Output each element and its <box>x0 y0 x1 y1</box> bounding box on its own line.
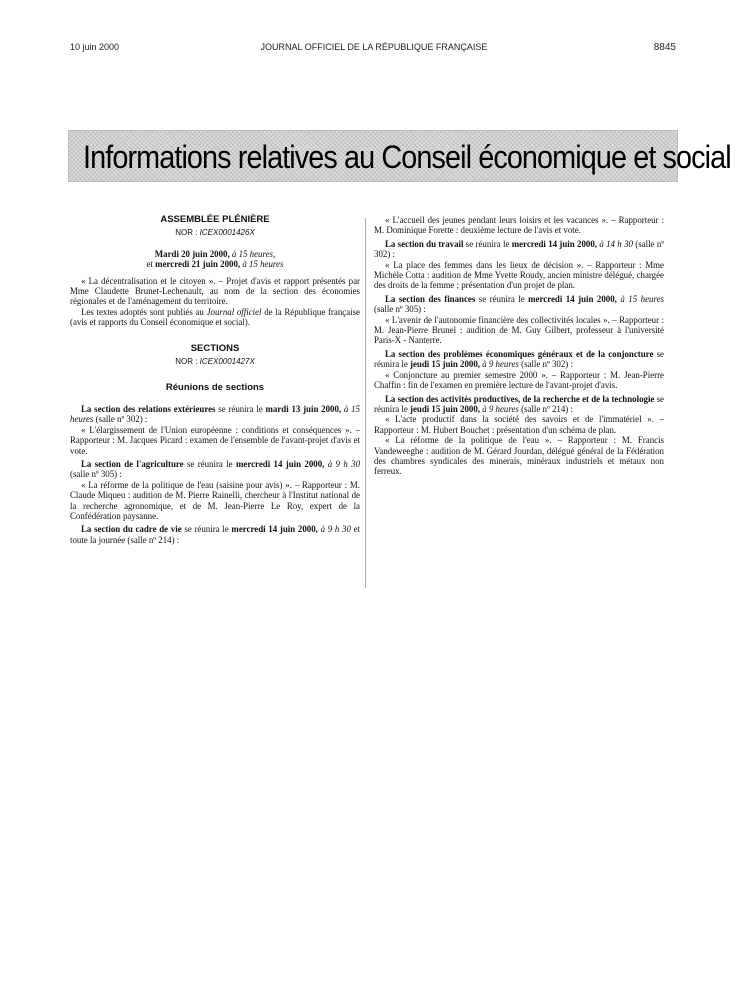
header-journal-title: JOURNAL OFFICIEL DE LA RÉPUBLIQUE FRANÇAISE <box>260 42 488 52</box>
section-problemes-economiques-text: « Conjoncture au premier semestre 2000 ». – Rapporteur : M. Jean-Pierre Chaffin : fin de l'examen en première lecture de l'avant-projet d'avis. <box>374 369 664 391</box>
section-finances-text: « L'avenir de l'autonomie financière des collectivités locales ». – Rapporteur : M. Jean-Pierre Brunel : audition de M. Guy Gilbert, professeur à l'université Paris-X - Nanterre. <box>374 314 664 346</box>
section-activites-productives-text-1: « L'acte productif dans la société des savoirs et de l'immatériel ». – Rapporteur : M. Hubert Bouchet : présentation d'un schéma de plan. <box>374 414 664 435</box>
section-agriculture-text: « La réforme de la politique de l'eau (saisine pour avis) ». – Rapporteur : M. Claude Miqueu : audition de M. Pierre Rainelli, chercheur à l'Institut national de la recherche agronomique, et de M. Jean-Pierre Le Roy, expert de la Confédération paysanne. <box>70 479 360 521</box>
section-problemes-economiques: La section des problèmes économiques généraux et de la conjoncture se réunira le jeudi 15 juin 2000, à 9 heures (salle nº 302) : <box>374 348 664 370</box>
publication-note: Les textes adoptés sont publiés au Journal officiel de la République française (avis et rapports du Conseil économique et social). <box>70 306 360 328</box>
left-column <box>70 215 360 545</box>
section-relations-exterieures-text: « L'élargissement de l'Union européenne : conditions et conséquences ». – Rapporteur : M. Jacques Picard : examen de l'ensemble de l'avant-projet d'avis et vote. <box>70 424 360 456</box>
section-finances: La section des finances se réunira le mercredi 14 juin 2000, à 15 heures (salle nº 305) : <box>374 293 664 315</box>
title-banner <box>68 130 731 182</box>
right-column <box>374 215 664 477</box>
section-relations-exterieures: La section des relations extérieures se réunira le mardi 13 juin 2000, à 15 heures (salle nº 302) : <box>70 403 360 425</box>
nor-reference-assembly: NOR : ICEX0001426X <box>175 228 255 238</box>
section-travail: La section du travail se réunira le mercredi 14 juin 2000, à 14 h 30 (salle nº 302) : <box>374 238 665 260</box>
section-cadre-de-vie: La section du cadre de vie se réunira le mercredi 14 juin 2000, à 9 h 30 et toute la journée (salle nº 214) : <box>70 524 361 545</box>
sections-heading: SECTIONS <box>190 342 240 354</box>
session-dates: Mardi 20 juin 2000, à 15 heures, et mercredi 21 juin 2000, à 15 heures <box>146 248 284 270</box>
reunions-heading: Réunions de sections <box>165 382 265 394</box>
section-activites-productives-text-2: « La réforme de la politique de l'eau ». – Rapporteur : M. Francis Vandeweeghe : audition de M. Gérard Jourdan, délégué général de la Fédération des chambres syndicales des minerais, minéraux industriels et métaux non ferreux. <box>374 435 664 477</box>
section-activites-productives: La section des activités productives, de la recherche et de la technologie se réunira le jeudi 15 juin 2000, à 9 heures (salle nº 214) : <box>374 393 664 414</box>
banner-title: Informations relatives au Conseil économique et social <box>83 139 731 175</box>
section-cadre-de-vie-text: « L'accueil des jeunes pendant leurs loisirs et les vacances ». – Rapporteur : M. Dominique Forette : deuxième lecture de l'avis et vote. <box>374 215 664 236</box>
header-date: 10 juin 2000 <box>70 42 120 52</box>
page-number: 8845 <box>653 42 676 53</box>
section-agriculture: La section de l'agriculture se réunira le mercredi 14 juin 2000, à 9 h 30 (salle nº 305) : <box>70 458 360 480</box>
agenda-paragraph: « La décentralisation et le citoyen ». – Projet d'avis et rapport présentés par Mme Claudette Brunet-Lechenault, au nom de la section des économies régionales et de l'aménagement du territoire. <box>70 275 360 307</box>
assembly-heading: ASSEMBLÉE PLÉNIÈRE <box>160 214 270 225</box>
column-divider <box>365 218 366 588</box>
nor-reference-sections: NOR : ICEX0001427X <box>175 357 255 367</box>
section-travail-text: « La place des femmes dans les lieux de décision ». – Rapporteur : Mme Michèle Cotta : audition de Mme Yvette Roudy, ancien ministre délégué, chargée des droits de la femme ; présentation d'un projet de plan. <box>374 259 664 291</box>
